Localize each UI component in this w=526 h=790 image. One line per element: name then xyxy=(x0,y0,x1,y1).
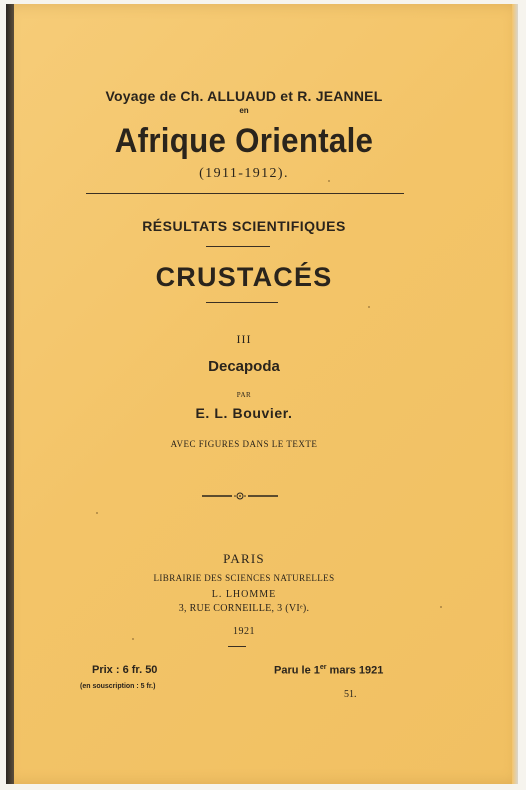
divider-rule-short xyxy=(206,302,278,303)
price-label: Prix : 6 fr. 50 xyxy=(92,664,158,676)
imprint-publisher: LIBRAIRIE DES SCIENCES NATURELLES xyxy=(153,573,335,583)
cover-page xyxy=(6,4,518,784)
divider-rule-tiny xyxy=(228,646,246,647)
series-heading: RÉSULTATS SCIENTIFIQUES xyxy=(142,218,346,234)
author-name: E. L. Bouvier. xyxy=(195,405,293,421)
figures-note: AVEC FIGURES DANS LE TEXTE xyxy=(170,439,318,449)
subscription-price: (en souscription : 5 fr.) xyxy=(80,683,156,690)
divider-rule-short xyxy=(206,246,270,247)
imprint-printer: L. LHOMME xyxy=(211,589,277,600)
main-title: Afrique Orientale xyxy=(114,122,374,160)
divider-rule xyxy=(86,193,404,194)
part-number: III xyxy=(236,332,252,346)
paper-speck xyxy=(96,512,98,514)
ornament-icon xyxy=(202,490,278,502)
imprint-address: 3, RUE CORNEILLE, 3 (VIᵉ). xyxy=(178,603,310,614)
subject-title: Decapoda xyxy=(208,358,280,375)
paper-speck xyxy=(440,606,442,608)
publication-date xyxy=(274,664,383,677)
page-edge xyxy=(512,4,518,784)
expedition-heading: Voyage de Ch. ALLUAUD et R. JEANNEL xyxy=(105,88,383,104)
expedition-years: (1911-1912). xyxy=(199,166,289,181)
catalog-number: 51. xyxy=(344,689,357,700)
paper-speck xyxy=(132,638,134,640)
section-title: CRUSTACÉS xyxy=(155,262,333,292)
connector-word: en xyxy=(239,106,249,115)
publication-date-suffix: mars 1921 xyxy=(326,664,384,677)
paper-speck xyxy=(328,180,330,182)
publication-date-ordinal: er xyxy=(319,664,327,671)
imprint-year: 1921 xyxy=(233,626,255,637)
publication-date-prefix: Paru le 1 xyxy=(274,664,320,677)
by-label: PAR xyxy=(236,391,252,399)
paper-speck xyxy=(368,306,370,308)
imprint-city: PARIS xyxy=(223,551,265,566)
